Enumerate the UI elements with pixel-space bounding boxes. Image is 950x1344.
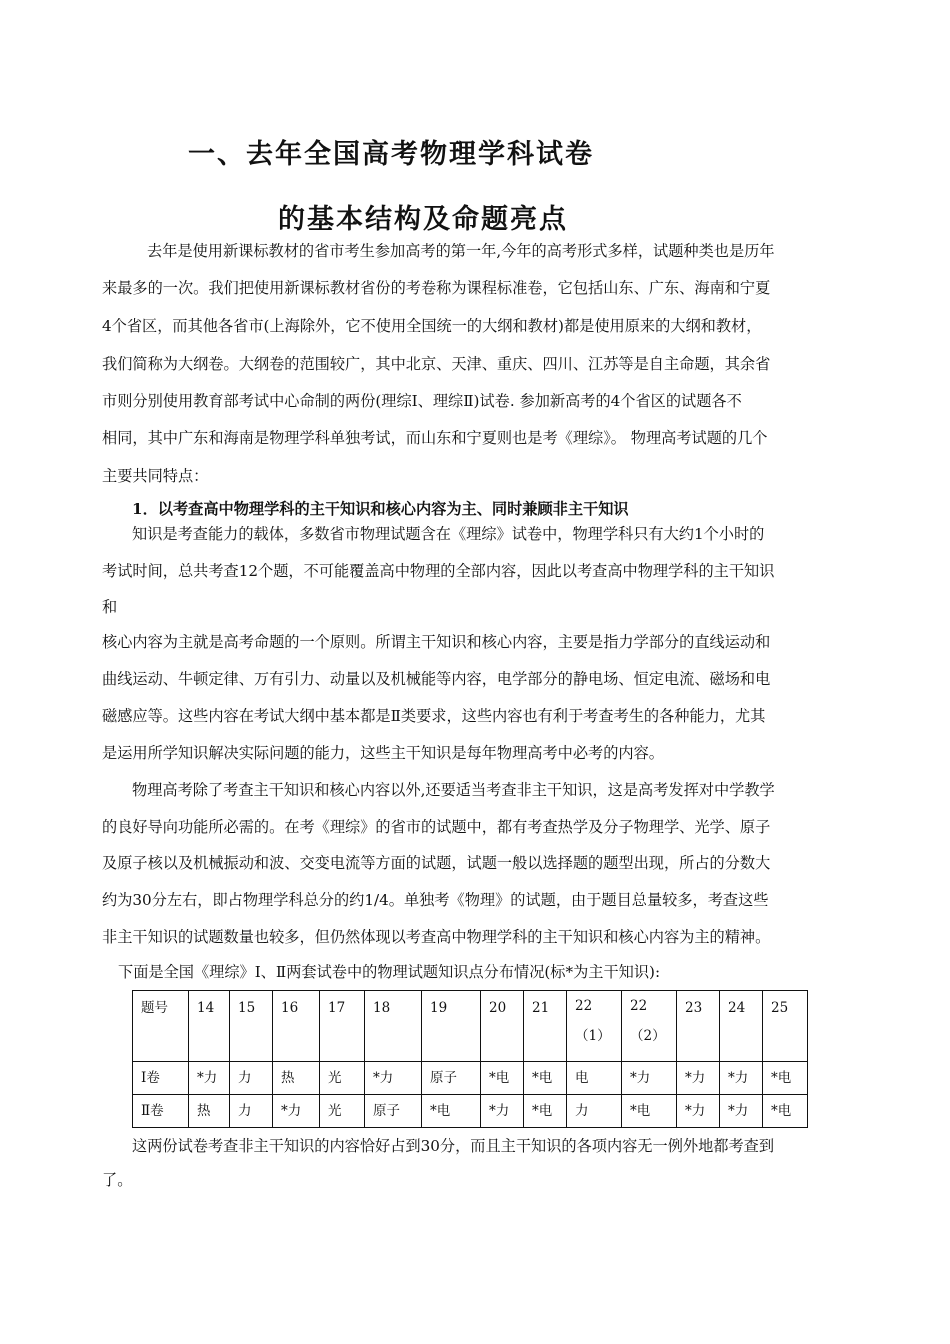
table-header-cell: 24 <box>720 991 763 1062</box>
para2-line: 非主干知识的试题数量也较多，但仍然体现以考查高中物理学科的主干知识和核心内容为主的精神。 <box>102 928 771 946</box>
table-cell: 热 <box>273 1062 320 1095</box>
table-header-cell: 22（2） <box>622 991 677 1062</box>
table-header-cell: 14 <box>189 991 230 1062</box>
table-cell: Ⅰ卷 <box>133 1062 189 1095</box>
title-line-1: 一、去年全国高考物理学科试卷 <box>188 139 594 170</box>
para2-line: 约为30分左右，即占物理学科总分的约1/4。单独考《物理》的试题，由于题目总量较多，考查这些 <box>102 891 769 909</box>
para2-line: 的良好导向功能所必需的。在考《理综》的省市的试题中，都有考查热学及分子物理学、光学、原子 <box>102 818 771 836</box>
table-header-cell: 23 <box>677 991 720 1062</box>
para1-line: 曲线运动、牛顿定律、万有引力、动量以及机械能等内容，电学部分的静电场、恒定电流、磁场和电 <box>102 670 771 688</box>
table-header-cell: 22（1） <box>567 991 622 1062</box>
intro-line: 4个省区，而其他各省市(上海除外，它不使用全国统一的大纲和教材)都是使用原来的大纲和教材， <box>102 317 762 335</box>
table-cell: 力 <box>230 1062 273 1095</box>
table-cell: *电 <box>524 1062 567 1095</box>
para1-line: 知识是考查能力的载体，多数省市物理试题含在《理综》试卷中，物理学科只有大约1个小时的 <box>132 525 765 543</box>
table-cell: 热 <box>189 1095 230 1128</box>
table-cell: *力 <box>365 1062 422 1095</box>
table-cell: *电 <box>524 1095 567 1128</box>
table-cell: *力 <box>273 1095 320 1128</box>
table-header-cell: 19 <box>422 991 481 1062</box>
table-row <box>133 1095 808 1128</box>
table-header-row <box>133 991 808 1062</box>
table-cell: 电 <box>567 1062 622 1095</box>
intro-line: 相同，其中广东和海南是物理学科单独考试，而山东和宁夏则也是考《理综》。 物理高考试题的几个 <box>102 429 768 447</box>
intro-line: 我们简称为大纲卷。大纲卷的范围较广，其中北京、天津、重庆、四川、江苏等是自主命题，其余省 <box>102 355 771 373</box>
section-heading: 1．以考查高中物理学科的主干知识和核心内容为主、同时兼顾非主干知识 <box>132 500 629 518</box>
para1-line: 核心内容为主就是高考命题的一个原则。所谓主干知识和核心内容，主要是指力学部分的直线运动和 <box>102 633 771 651</box>
table-header-cell: 21 <box>524 991 567 1062</box>
table-cell: *电 <box>422 1095 481 1128</box>
para1-line: 考试时间，总共考查12个题，不可能覆盖高中物理的全部内容，因此以考查高中物理学科的主干知识 <box>102 562 775 580</box>
para1-line: 磁感应等。这些内容在考试大纲中基本都是Ⅱ类要求，这些内容也有利于考查考生的各种能力，尤其 <box>102 707 766 725</box>
table-header-cell: 18 <box>365 991 422 1062</box>
table-cell: *力 <box>677 1062 720 1095</box>
table-header-cell: 15 <box>230 991 273 1062</box>
para2-line: 及原子核以及机械振动和波、交变电流等方面的试题，试题一般以选择题的题型出现，所占的分数大 <box>102 854 771 872</box>
table-header-cell: 25 <box>763 991 808 1062</box>
table-header-cell: 16 <box>273 991 320 1062</box>
para2-line: 物理高考除了考查主干知识和核心内容以外,还要适当考查非主干知识，这是高考发挥对中学教学 <box>132 781 775 799</box>
conclusion-line: 了。 <box>102 1171 133 1189</box>
table-header-cell: 题号 <box>133 991 189 1062</box>
table-cell: 原子 <box>422 1062 481 1095</box>
table-cell: 光 <box>320 1095 365 1128</box>
intro-line: 来最多的一次。我们把使用新课标教材省份的考卷称为课程标准卷，它包括山东、广东、海南和宁夏 <box>102 279 771 297</box>
intro-line: 市则分别使用教育部考试中心命制的两份(理综Ⅰ、理综Ⅱ)试卷. 参加新高考的4个省区的试题各不 <box>102 392 742 410</box>
table-cell: *力 <box>720 1095 763 1128</box>
para1-line: 和 <box>102 598 118 616</box>
conclusion-line: 这两份试卷考查非主干知识的内容恰好占到30分，而且主干知识的各项内容无一例外地都考查到 <box>132 1137 775 1155</box>
table-cell: Ⅱ卷 <box>133 1095 189 1128</box>
table-cell: *电 <box>763 1062 808 1095</box>
table-header-cell: 20 <box>481 991 524 1062</box>
intro-line: 去年是使用新课标教材的省市考生参加高考的第一年,今年的高考形式多样，试题种类也是历年 <box>147 242 775 260</box>
knowledge-distribution-table <box>132 990 808 1128</box>
table-cell: *电 <box>763 1095 808 1128</box>
title-line-2: 的基本结构及命题亮点 <box>278 204 568 235</box>
table-cell: *力 <box>481 1095 524 1128</box>
table-cell: *力 <box>677 1095 720 1128</box>
table-cell: 光 <box>320 1062 365 1095</box>
table-intro: 下面是全国《理综》Ⅰ、Ⅱ两套试卷中的物理试题知识点分布情况(标*为主干知识): <box>118 963 661 981</box>
table-cell: *电 <box>622 1095 677 1128</box>
table-cell: 力 <box>567 1095 622 1128</box>
table-cell: 力 <box>230 1095 273 1128</box>
table-cell: *力 <box>189 1062 230 1095</box>
table-cell: *力 <box>622 1062 677 1095</box>
intro-line: 主要共同特点： <box>102 467 209 485</box>
para1-line: 是运用所学知识解决实际问题的能力，这些主干知识是每年物理高考中必考的内容。 <box>102 744 664 762</box>
table-header-cell: 17 <box>320 991 365 1062</box>
table-cell: *电 <box>481 1062 524 1095</box>
table-cell: *力 <box>720 1062 763 1095</box>
table-row <box>133 1062 808 1095</box>
table-cell: 原子 <box>365 1095 422 1128</box>
